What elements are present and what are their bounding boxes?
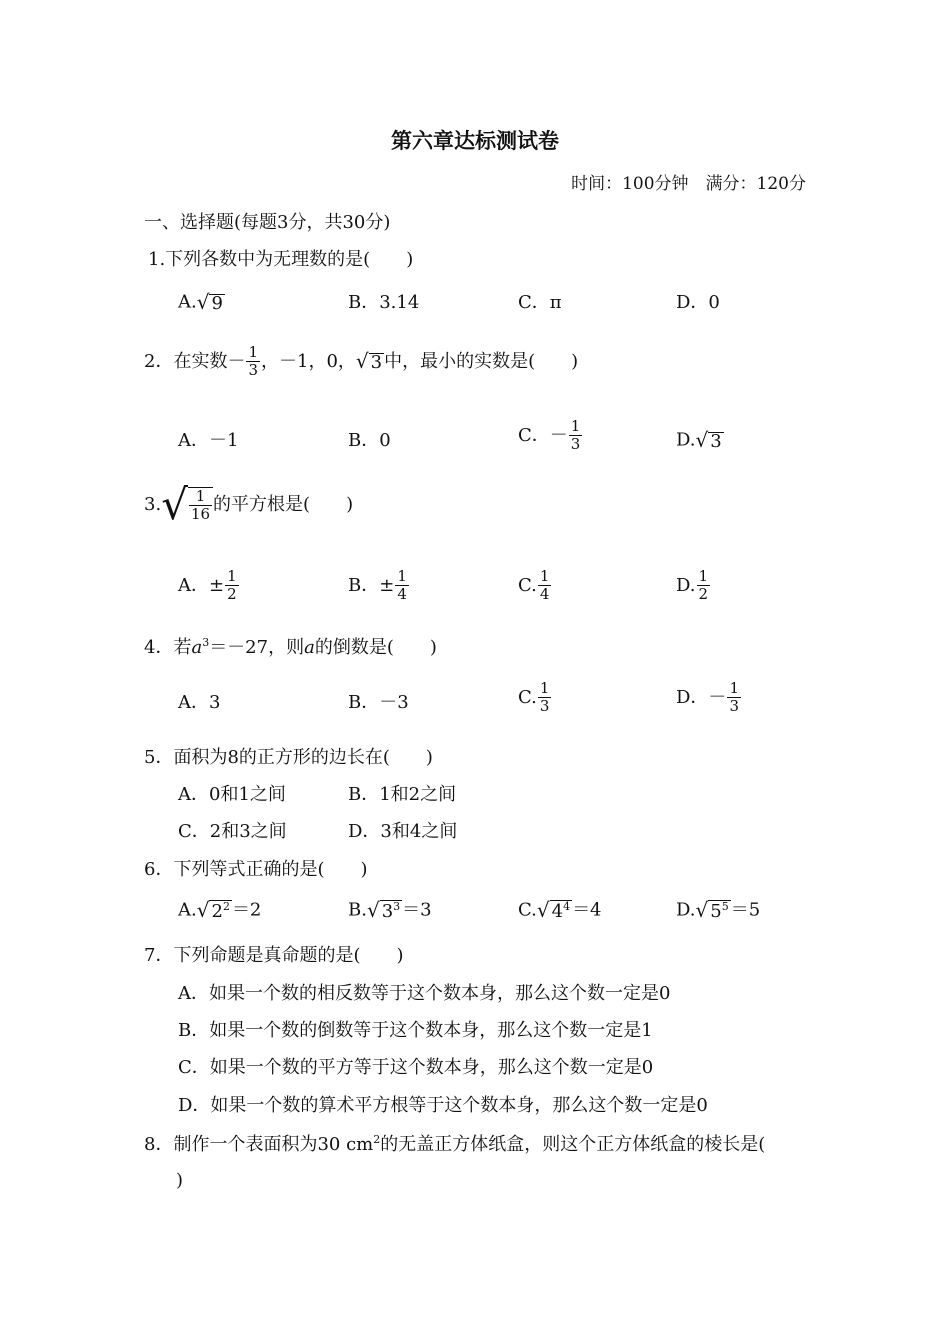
q3-option-a: A．± $\frac{1}{2}$ — [178, 567, 237, 604]
q4-option-d: D．－ $\frac{1}{3}$ — [676, 679, 739, 716]
question-1-stem: 1.下列各数中为无理数的是( ) — [148, 249, 414, 270]
q4-option-c: C. $\frac{1}{3}$ — [518, 679, 550, 716]
q6-option-b: B.√ $3^3 =3$ — [348, 898, 432, 922]
q1-option-c: C．π — [518, 292, 562, 313]
q3-option-d: D. $\frac{1}{2}$ — [676, 567, 709, 604]
question-6-stem: 6．下列等式正确的是( ) — [144, 859, 368, 880]
question-8-stem-continued: ) — [176, 1170, 184, 1191]
q1-option-d: D．0 — [676, 292, 720, 313]
question-8-stem: 8．制作一个表面积为30 $cm^2$的无盖正方体纸盒，则这个正方体纸盒的棱长是( — [144, 1133, 766, 1155]
q3-option-b: B．± $\frac{1}{4}$ — [348, 567, 407, 604]
q5-option-a: A．0和1之间 — [178, 784, 286, 805]
fraction: $\frac{1}{3}$ — [248, 343, 258, 380]
q5-option-c: C．2和3之间 — [178, 821, 287, 842]
section-heading: 一、选择题(每题3分，共30分) — [144, 212, 391, 233]
q6-option-c: C.√ $4^4 =4$ — [518, 898, 602, 922]
q7-option-b: B．如果一个数的倒数等于这个数本身，那么这个数一定是1 — [178, 1020, 653, 1041]
q1-option-a: A.√ 9 — [178, 290, 223, 314]
exam-meta: 时间：100分钟 满分：120分 — [571, 174, 806, 194]
q2-option-a: A．－1 — [178, 430, 239, 451]
q2-option-d: D.√ 3 — [676, 428, 722, 452]
question-2-stem: 2．在实数－ $\frac{1}{3}$ ，－1，0，√ 3 中，最小的实数是( ) — [144, 343, 579, 380]
q6-option-d: D.√ $5^5 =5$ — [676, 898, 761, 922]
q2-option-b: B．0 — [348, 430, 391, 451]
q2-option-c: C．－ $\frac{1}{3}$ — [518, 417, 581, 454]
q6-option-a: A.√ $2^2 =2$ — [178, 898, 262, 922]
q3-option-c: C. $\frac{1}{4}$ — [518, 567, 550, 604]
q7-option-c: C．如果一个数的平方等于这个数本身，那么这个数一定是0 — [178, 1057, 654, 1078]
q5-option-b: B．1和2之间 — [348, 784, 457, 805]
q7-option-a: A．如果一个数的相反数等于这个数本身，那么这个数一定是0 — [178, 983, 671, 1004]
question-4-stem: 4．若$a^3=-27$，则a的倒数是( ) — [144, 636, 437, 658]
question-3-stem: 3.√ $\frac{1}{16}$ 的平方根是( ) — [144, 480, 354, 529]
question-7-stem: 7．下列命题是真命题的是( ) — [144, 945, 404, 966]
question-5-stem: 5．面积为8的正方形的边长在( ) — [144, 747, 433, 768]
q5-option-d: D．3和4之间 — [348, 821, 458, 842]
page-title: 第六章达标测试卷 — [391, 128, 559, 153]
q7-option-d: D．如果一个数的算术平方根等于这个数本身，那么这个数一定是0 — [178, 1095, 708, 1116]
q4-option-b: B．－3 — [348, 692, 409, 713]
q1-option-b: B．3.14 — [348, 292, 420, 313]
q4-option-a: A．3 — [178, 692, 221, 713]
